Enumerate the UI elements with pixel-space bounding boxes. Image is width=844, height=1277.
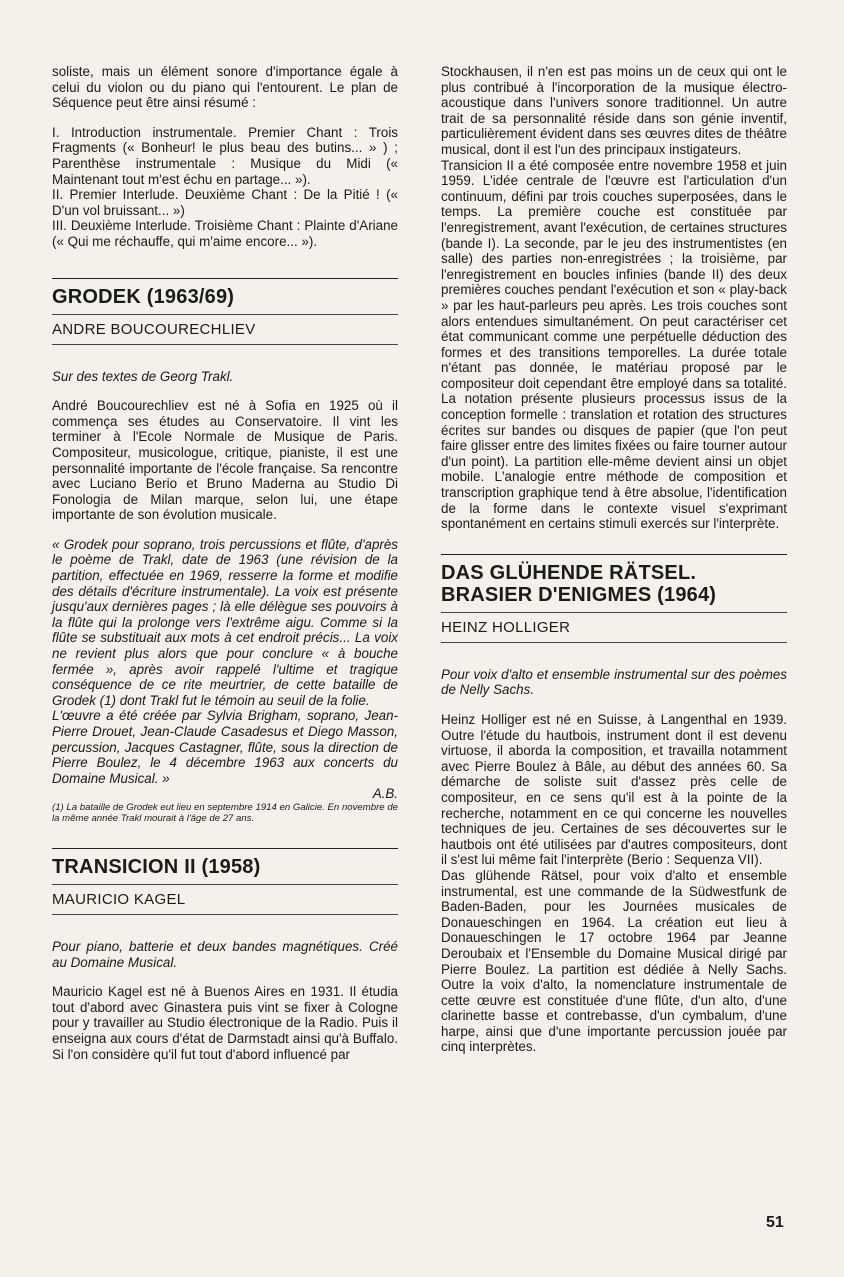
section-rule (52, 314, 398, 315)
grodek-quote: « Grodek pour soprano, trois percussions et flûte, d'après le poème de Trakl, date de 1963 (une révision de la partition, effectuée en 1969, resserre la forme et modifie des détails d'écriture instrumentale). La voix est présente jusqu'aux dernières pages ; là elle délègue ses pouvoirs à la flûte qui la prolonge vers l'extrême aigu. Comme si la flûte se substituait aux mots à cet endroit précis... La voix ne revient plus alors que pour conclure « à bouche fermée », après avoir rappelé l'ultime et tragique conséquence de ce rite meurtrier, de cette bataille de Grodek (1) dont Trakl fut le témoin au seuil de la folie. (52, 536, 398, 708)
das-title-line-1: DAS GLÜHENDE RÄTSEL. (441, 561, 697, 584)
section-rule (441, 554, 787, 555)
section-rule (52, 884, 398, 885)
das-description: Das glühende Rätsel, pour voix d'alto et ensemble instrumental, est une commande de la Südwestfunk de Baden-Baden, pour les Journées musicales de Donaueschingen en 1964. La création eut lieu à Donaueschingen le 17 octobre 1964 par Jeanne Deroubaix et l'Ensemble du Domaine Musical dirigé par Pierre Boulez. La partition est dédiée à Nelly Sachs. Outre la voix d'alto, la nomenclature instrumentale de cette œuvre est constituée d'une flûte, d'un alto, d'une clarinette basse et contrebasse, d'un cymbalum, d'une harpe, ainsi que d'une importante percussion jouée par cinq interprètes. (441, 867, 787, 1055)
das-title-line-2: BRASIER D'ENIGMES (1964) (441, 583, 717, 606)
grodek-creation: L'œuvre a été créée par Sylvia Brigham, soprano, Jean-Pierre Drouet, Jean-Claude Casadesus et Diego Masson, percussion, Jacques Castagner, flûte, sous la direction de Pierre Boulez, le 4 décembre 1963 aux concerts du Domaine Musical. » (52, 708, 398, 786)
right-column (441, 64, 787, 1055)
grodek-author: ANDRE BOUCOURECHLIEV (52, 320, 256, 338)
plan-item-2: II. Premier Interlude. Deuxième Chant : De la Pitié ! (« D'un vol bruissant... ») (52, 187, 398, 218)
transicion-continued: Stockhausen, il n'en est pas moins un de ceux qui ont le plus contribué à l'incorporation de la musique électro-acoustique dans l'univers sonore traditionnel. Un autre trait de sa personnalité réside dans son génie inventif, particulièrement évident dans ses œuvres dites de théâtre musical, dont il est l'un des principaux instigateurs. (441, 64, 787, 157)
grodek-signature: A.B. (372, 786, 398, 802)
section-rule (52, 848, 398, 849)
transicion-bio: Mauricio Kagel est né à Buenos Aires en 1931. Il étudia tout d'abord avec Ginastera puis vint se fixer à Cologne pour y travailler au Studio électronique de la Radio. Puis il enseigna aux cours d'état de Darmstadt ainsi qu'à Buffalo. Si l'on considère qu'il fut tout d'abord influencé par (52, 984, 398, 1062)
grodek-title: GRODEK (1963/69) (52, 285, 235, 308)
das-author: HEINZ HOLLIGER (441, 618, 571, 636)
section-rule (441, 612, 787, 613)
transicion-subtitle: Pour piano, batterie et deux bandes magnétiques. Créé au Domaine Musical. (52, 938, 398, 970)
left-column (52, 64, 398, 1062)
das-bio: Heinz Holliger est né en Suisse, à Langenthal en 1939. Outre l'étude du hautbois, instrument dont il est devenu virtuose, il aborda la composition, et travailla notamment avec Pierre Boulez à Bâle, au début des années 60. Sa démarche de soliste suit d'assez près celle de compositeur, en ce sens qu'il est à la pointe de la recherche, notamment en ce qui concerne les nouvelles techniques de jeu. Certaines de ses découvertes sur le hautbois ont été utilisées par d'autres compositeurs, dont il s'est lui même fait l'interprète (Berio : Sequenza VII). (441, 712, 787, 868)
plan-item-1: I. Introduction instrumentale. Premier Chant : Trois Fragments (« Bonheur! le plus beau des butins... » ) ; Parenthèse instrumentale : Musique du Midi (« Maintenant tout m'est échu en partage... »). (52, 124, 398, 187)
grodek-footnote: (1) La bataille de Grodek eut lieu en septembre 1914 en Galicie. En novembre de la même année Trakl mourait à l'âge de 27 ans. (52, 801, 398, 824)
grodek-bio: André Boucourechliev est né à Sofia en 1925 où il commença ses études au Conservatoire. Il vint les terminer à l'Ecole Normale de Musique de Paris. Compositeur, musicologue, critique, pianiste, il est une personnalité importante de l'école française. Sa rencontre avec Luciano Berio et Bruno Maderna au Studio Di Fonologia de Milan marque, selon lui, une étape importante de son évolution musicale. (52, 398, 398, 523)
grodek-subtitle: Sur des textes de Georg Trakl. (52, 368, 234, 384)
transicion-description: Transicion II a été composée entre novembre 1958 et juin 1959. L'idée centrale de l'œuvre est l'articulation d'un continuum, défini par trois couches superposées, dans le temps. La première couche est constituée par l'enregistrement, avant l'exécution, de certaines structures (bande I). La seconde, par le jeu des instrumentistes (en salle) des parties non-enregistrées ; la troisième, par l'enregistrement en boucles infinies (bande II) des deux premières couches pendant l'exécution et son « play-back » par les haut-parleurs peu après. Les trois couches sont alors entendues simultanément. On peut caractériser cet état communicant comme une perpétuelle déduction des formes et des transitions temporelles. La durée totale n'étant pas donnée, le matériau proposé par le compositeur doit cependant être employé dans sa totalité. La notation présente plusieurs processus issus de la conception formelle : translation et rotation des structures écrites sur bandes ou disques de papier (que l'on peut faire glisser entre des limites fixées ou faire tourner autour d'un point). La partition elle-même devient ainsi un objet mobile. L'analogie entre méthode de composition et transcription graphique tend à être absolue, l'identification de la forme dans le contexte visuel s'exprimant spontanément en certains stimuli exercés sur l'interprète. (441, 157, 787, 532)
intro-paragraph: soliste, mais un élément sonore d'importance égale à celui du violon ou du piano qui l'entourent. Le plan de Séquence peut être ainsi résumé : (52, 64, 398, 111)
section-rule (52, 278, 398, 279)
transicion-author: MAURICIO KAGEL (52, 890, 186, 908)
plan-item-3: III. Deuxième Interlude. Troisième Chant : Plainte d'Ariane (« Qui me réchauffe, qui m'aime encore... »). (52, 218, 398, 249)
page-number: 51 (766, 1214, 784, 1231)
transicion-title: TRANSICION II (1958) (52, 855, 261, 878)
das-subtitle: Pour voix d'alto et ensemble instrumental sur des poèmes de Nelly Sachs. (441, 666, 787, 698)
